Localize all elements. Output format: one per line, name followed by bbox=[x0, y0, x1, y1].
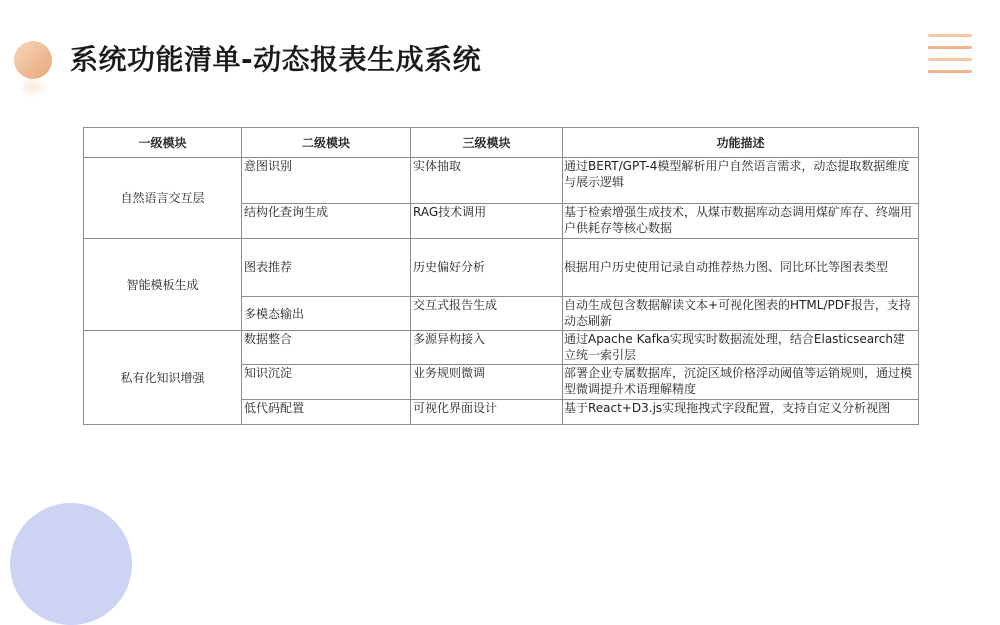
level2-cell: 意图识别 bbox=[242, 158, 411, 204]
decorative-stripes bbox=[928, 34, 972, 74]
description-cell: 根据用户历史使用记录自动推荐热力图、同比环比等图表类型 bbox=[563, 239, 919, 297]
level1-cell: 智能模板生成 bbox=[84, 239, 242, 331]
header-description: 功能描述 bbox=[563, 128, 919, 158]
page-title: 系统功能清单-动态报表生成系统 bbox=[70, 43, 482, 76]
level3-cell: 历史偏好分析 bbox=[411, 239, 563, 297]
decorative-blue-circle bbox=[10, 503, 132, 625]
function-table bbox=[83, 127, 919, 425]
header-level1: 一级模块 bbox=[84, 128, 242, 158]
decorative-stripe bbox=[928, 46, 972, 49]
decorative-stripe bbox=[928, 34, 972, 37]
table-row bbox=[84, 158, 919, 204]
level2-cell: 图表推荐 bbox=[242, 239, 411, 297]
description-cell: 通过Apache Kafka实现实时数据流处理，结合Elasticsearch建立统一索引层 bbox=[563, 331, 919, 365]
level3-cell: 业务规则微调 bbox=[411, 365, 563, 400]
level3-cell: 实体抽取 bbox=[411, 158, 563, 204]
description-cell: 自动生成包含数据解读文本+可视化图表的HTML/PDF报告，支持动态刷新 bbox=[563, 297, 919, 331]
description-cell: 通过BERT/GPT-4模型解析用户自然语言需求，动态提取数据维度与展示逻辑 bbox=[563, 158, 919, 204]
level2-cell: 结构化查询生成 bbox=[242, 204, 411, 239]
level3-cell: 交互式报告生成 bbox=[411, 297, 563, 331]
table-row bbox=[84, 239, 919, 297]
level1-cell: 自然语言交互层 bbox=[84, 158, 242, 239]
level1-cell: 私有化知识增强 bbox=[84, 331, 242, 425]
level3-cell: RAG技术调用 bbox=[411, 204, 563, 239]
decorative-stripe bbox=[928, 70, 972, 73]
level2-cell: 知识沉淀 bbox=[242, 365, 411, 400]
level2-cell: 多模态输出 bbox=[242, 297, 411, 331]
description-cell: 部署企业专属数据库，沉淀区域价格浮动阈值等运销规则，通过模型微调提升术语理解精度 bbox=[563, 365, 919, 400]
decorative-circle-shadow bbox=[18, 76, 48, 98]
decorative-stripe bbox=[928, 58, 972, 61]
level2-cell: 低代码配置 bbox=[242, 400, 411, 425]
level3-cell: 可视化界面设计 bbox=[411, 400, 563, 425]
header-level3: 三级模块 bbox=[411, 128, 563, 158]
level3-cell: 多源异构接入 bbox=[411, 331, 563, 365]
header-level2: 二级模块 bbox=[242, 128, 411, 158]
decorative-orange-circle bbox=[14, 41, 52, 79]
table-row bbox=[84, 331, 919, 365]
description-cell: 基于React+D3.js实现拖拽式字段配置，支持自定义分析视图 bbox=[563, 400, 919, 425]
description-cell: 基于检索增强生成技术，从煤市数据库动态调用煤矿库存、终端用户供耗存等核心数据 bbox=[563, 204, 919, 239]
level2-cell: 数据整合 bbox=[242, 331, 411, 365]
table-header-row bbox=[84, 128, 919, 158]
